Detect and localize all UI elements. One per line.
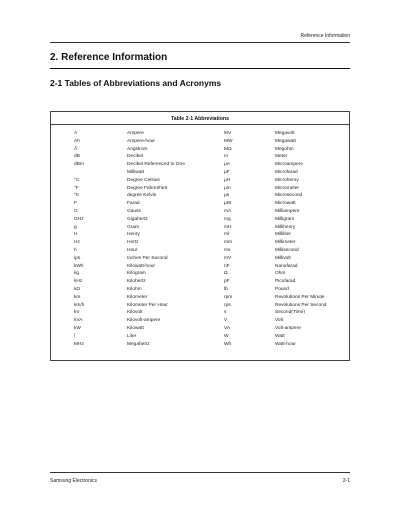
section-title: 2. Reference Information: [50, 52, 168, 63]
term-cell: Nanofarad: [275, 263, 298, 269]
term-cell: Millihenry: [275, 224, 296, 230]
term-cell: Millimeter: [275, 240, 296, 246]
header-rule: [50, 42, 350, 43]
abbreviation-cell: ml: [224, 232, 230, 238]
term-cell: Kilovolt-ampere: [127, 318, 161, 324]
term-cell: Gauss: [127, 208, 141, 214]
abbreviation-cell: μH: [224, 177, 231, 183]
subsection-title: 2-1 Tables of Abbreviations and Acronyms: [50, 78, 222, 88]
abbreviation-cell: Ω: [224, 271, 228, 277]
abbreviation-cell: h: [74, 247, 77, 253]
section-rule: [50, 68, 350, 69]
term-cell: Angstrom: [127, 146, 148, 152]
abbreviation-cell: VA: [224, 325, 231, 331]
abbreviation-cell: lb: [224, 286, 228, 292]
term-cell: Henry: [127, 232, 140, 238]
abbreviation-cell: μW: [224, 201, 232, 207]
abbreviation-cell: F: [74, 201, 77, 207]
term-cell: Megahertz: [127, 341, 150, 347]
abbreviation-cell: °K: [74, 193, 80, 199]
footer-rule: [50, 472, 350, 473]
abbreviation-cell: dB: [74, 154, 80, 160]
abbreviation-cell: ips: [74, 255, 81, 261]
abbreviation-cell: mV: [224, 255, 232, 261]
abbreviation-cell: pF: [224, 279, 230, 285]
term-cell: Kilovolt: [127, 310, 143, 316]
term-cell: Megawatt: [275, 138, 296, 144]
term-cell: Micrometer: [275, 185, 299, 191]
abbreviation-cell: [74, 169, 84, 177]
abbreviation-cell: Ah: [74, 138, 80, 144]
term-cell: Revolutions Per Minute: [275, 294, 325, 300]
term-cell: Revolutions Per Second: [275, 302, 327, 308]
term-cell: Kilometer Per Hour: [127, 302, 168, 308]
abbreviation-cell: W: [224, 333, 229, 339]
abbreviation-cell: km: [74, 294, 81, 300]
abbreviation-cell: μs: [224, 193, 230, 199]
term-cell: Ohm: [275, 271, 286, 277]
abbreviation-cell: Å: [74, 146, 78, 152]
term-cell: Microwatt: [275, 201, 296, 207]
right-term-column: [275, 130, 326, 348]
abbreviation-cell: μF: [224, 169, 230, 175]
abbreviation-cell: s: [224, 310, 227, 316]
term-cell: Microampere: [275, 162, 303, 168]
term-cell: Hertz: [127, 240, 139, 246]
abbreviation-cell: G: [74, 208, 78, 214]
abbreviation-cell: km/h: [74, 302, 85, 308]
term-cell: Liter: [127, 333, 137, 339]
abbreviation-cell: μm: [224, 185, 231, 191]
footer-page-number: 2-1: [342, 478, 350, 484]
term-cell: Megohm: [275, 146, 294, 152]
term-cell: Milligram: [275, 216, 295, 222]
term-cell: Kilowatt-hour: [127, 263, 155, 269]
term-cell: Milliwatt: [127, 169, 145, 175]
abbreviation-cell: MΩ: [224, 146, 232, 152]
abbreviation-cell: kV: [74, 310, 80, 316]
abbreviation-cell: μA: [224, 162, 230, 168]
term-cell: Degree Celsius: [127, 177, 160, 183]
term-cell: Megavolt: [275, 131, 295, 136]
term-cell: Milliampere: [275, 208, 300, 214]
abbreviation-cell: rpm: [224, 294, 233, 300]
abbreviation-cell: g: [74, 224, 77, 230]
term-cell: Microfarad: [275, 169, 298, 175]
term-cell: Meter: [275, 154, 288, 160]
abbreviation-cell: kW: [74, 325, 81, 331]
term-cell: Decibel: [127, 154, 143, 160]
abbreviation-cell: mH: [224, 224, 232, 230]
abbreviation-cell: MV: [224, 131, 232, 136]
abbreviation-cell: kg: [74, 271, 80, 277]
abbreviation-cell: mg: [224, 216, 231, 222]
abbreviation-cell: rps: [224, 302, 231, 308]
footer-company: Samsung Electronics: [50, 478, 97, 484]
term-cell: Gigahertz: [127, 216, 148, 222]
term-cell: Pound: [275, 286, 289, 292]
abbreviation-cell: GHz: [74, 216, 84, 222]
abbreviation-cell: ms: [224, 247, 231, 253]
abbreviation-cell: MW: [224, 138, 233, 144]
abbreviation-cell: °F: [74, 185, 79, 191]
term-cell: Millisecond: [275, 247, 299, 253]
term-cell: Watt: [275, 333, 285, 339]
abbreviation-cell: kΩ: [74, 286, 80, 292]
abbreviation-cell: Hz: [74, 240, 80, 246]
term-cell: Gram: [127, 224, 139, 230]
term-cell: Ampere-hour: [127, 138, 155, 144]
abbreviation-cell: kVA: [74, 318, 83, 324]
abbreviation-cell: Wh: [224, 341, 232, 347]
abbreviation-cell: MHz: [74, 341, 84, 347]
running-header: Reference Information: [300, 33, 350, 39]
abbreviation-cell: nF: [224, 263, 230, 269]
abbreviation-cell: dBm: [74, 162, 84, 168]
abbreviation-cell: m: [224, 154, 228, 160]
term-cell: Microsecond: [275, 193, 303, 199]
caption-rule: [51, 124, 349, 125]
abbreviation-cell: H: [74, 232, 78, 238]
abbreviation-cell: kHz: [74, 279, 83, 285]
term-cell: Hour: [127, 247, 138, 253]
term-cell: Milliliter: [275, 232, 291, 238]
term-cell: Decibel Referenced to One: [127, 162, 185, 168]
term-cell: Picofarad: [275, 279, 296, 285]
term-cell: Volt: [275, 318, 284, 324]
abbreviation-cell: mm: [224, 240, 232, 246]
term-cell: Microhenry: [275, 177, 299, 183]
abbreviation-cell: kWh: [74, 263, 84, 269]
term-cell: Watt-hour: [275, 341, 296, 347]
abbreviation-cell: °C: [74, 177, 80, 183]
abbreviation-cell: l: [74, 333, 76, 339]
term-cell: Kilohertz: [127, 279, 146, 285]
abbreviation-cell: A: [74, 131, 78, 136]
term-cell: Kilometer: [127, 294, 148, 300]
term-cell: Millivolt: [275, 255, 291, 261]
term-cell: Degree Fahrenheit: [127, 185, 167, 191]
term-cell: Kilogram: [127, 271, 146, 277]
left-term-column: [127, 130, 185, 348]
term-cell: Kilowatt: [127, 325, 144, 331]
right-abbreviation-column: [224, 130, 233, 348]
term-cell: Farad: [127, 201, 140, 207]
term-cell: degree Kelvin: [127, 193, 157, 199]
abbreviation-cell: V: [224, 318, 228, 324]
term-cell: Inches Per Second: [127, 255, 168, 261]
left-abbreviation-column: [74, 130, 84, 348]
term-cell: Volt-ampere: [275, 325, 301, 331]
term-cell: Kilohm: [127, 286, 142, 292]
term-cell: Ampere: [127, 131, 144, 136]
abbreviation-cell: mA: [224, 208, 232, 214]
term-cell: Second(Time): [275, 310, 305, 316]
table-caption: Table 2-1 Abbreviations: [171, 116, 229, 122]
abbreviations-table: [50, 111, 350, 361]
